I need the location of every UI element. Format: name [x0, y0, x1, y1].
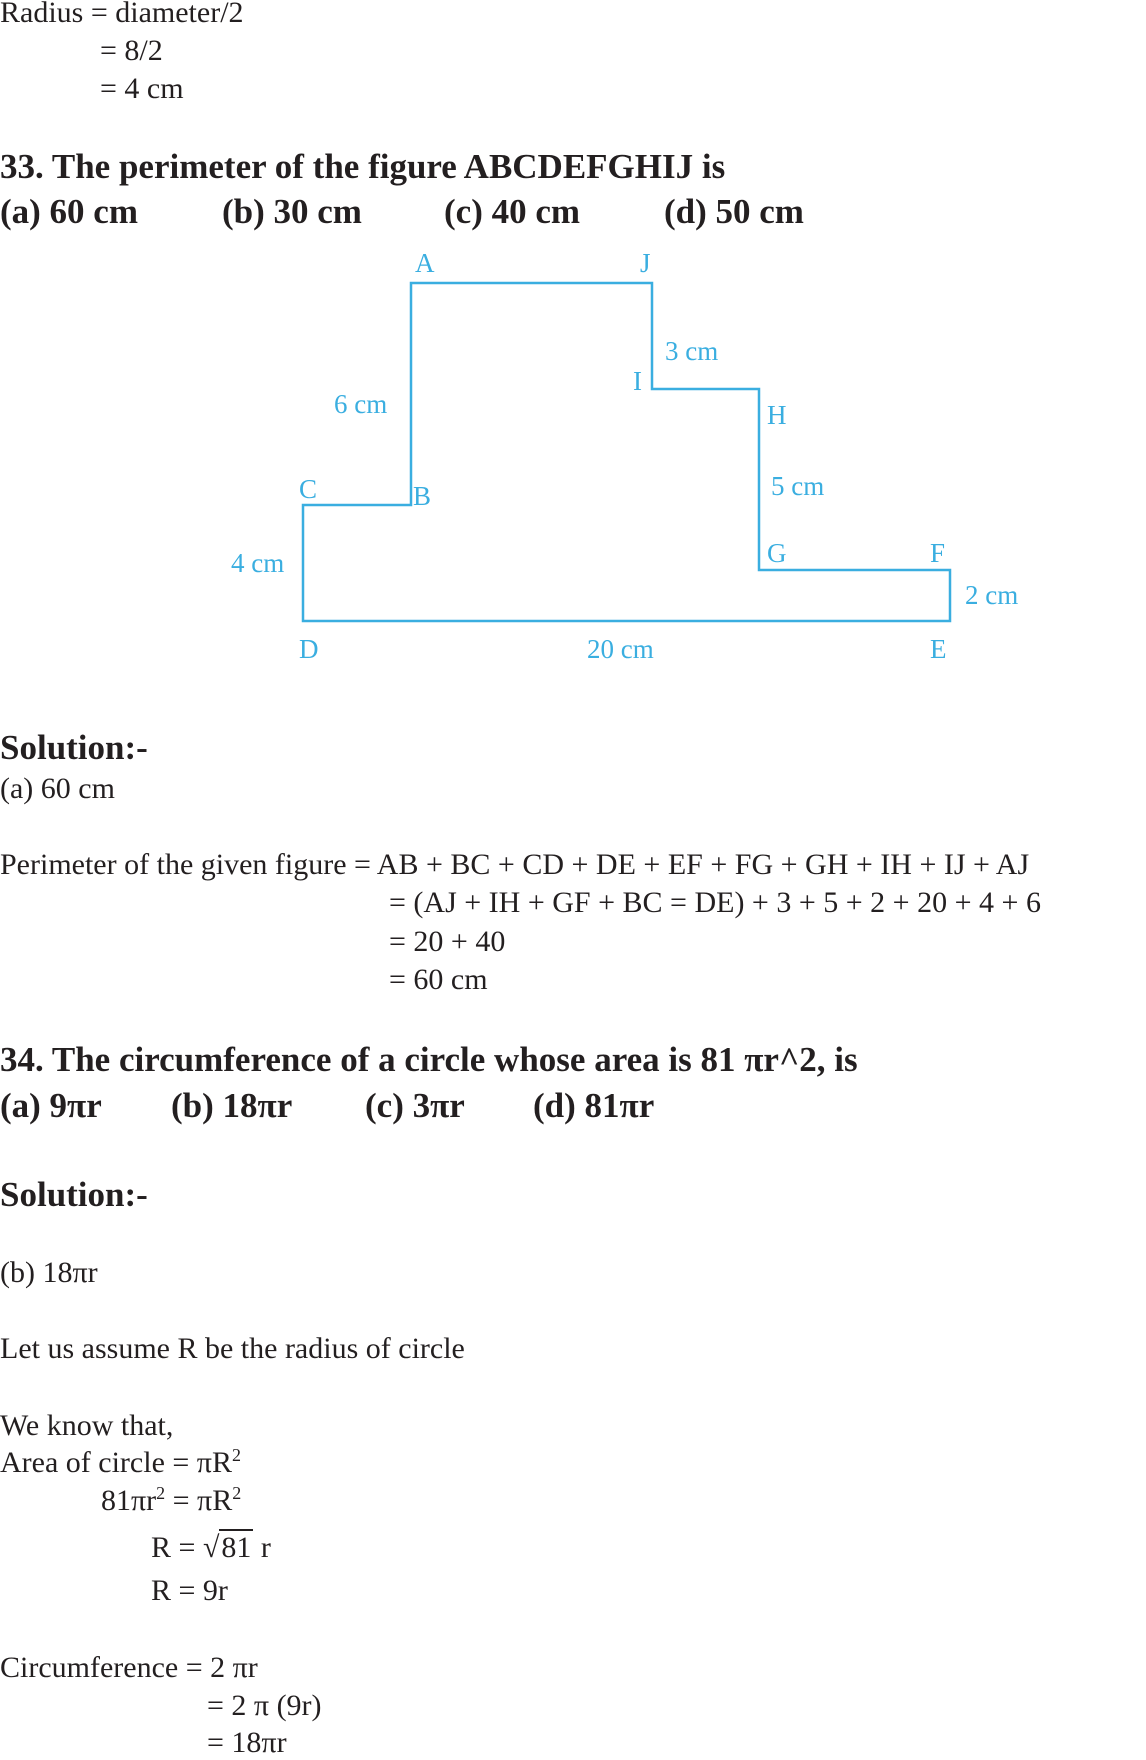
- q34-option-c: (c) 3πr: [365, 1086, 465, 1125]
- q34-solution-heading: Solution:-: [0, 1175, 148, 1214]
- q34-step3: R = 9r: [151, 1574, 228, 1607]
- q33-question: 33. The perimeter of the figure ABCDEFGHIJ is: [0, 147, 726, 186]
- length-ef: 2 cm: [965, 580, 1019, 610]
- q33-answer: (a) 60 cm: [0, 772, 115, 805]
- q34-answer: (b) 18πr: [0, 1256, 98, 1289]
- exponent: 2: [156, 1483, 166, 1503]
- length-ab: 6 cm: [334, 389, 388, 419]
- length-de: 20 cm: [587, 634, 654, 664]
- sqrt-radicand: 81: [221, 1531, 252, 1564]
- vertex-b: B: [413, 481, 432, 511]
- sqrt-sign-icon: √: [202, 1531, 220, 1564]
- vertex-e: E: [930, 634, 947, 664]
- q33-working-2: = (AJ + IH + GF + BC = DE) + 3 + 5 + 2 + 20 + 4 + 6: [389, 886, 1041, 919]
- q34-area-formula: [0, 1446, 241, 1480]
- q34-circ-3: = 18πr: [207, 1726, 287, 1759]
- q33-solution-heading: Solution:-: [0, 728, 148, 767]
- q33-option-d: (d) 50 cm: [664, 192, 804, 231]
- q34-step2: [151, 1531, 271, 1565]
- radius-line: Radius = diameter/2: [0, 0, 244, 29]
- perimeter-figure: [0, 0, 1146, 700]
- figure-outline: [303, 283, 950, 621]
- vertex-g: G: [767, 538, 787, 568]
- vertex-j: J: [640, 248, 651, 278]
- q34-step1: [101, 1484, 241, 1518]
- q33-working-4: = 60 cm: [389, 963, 488, 996]
- vertex-d: D: [299, 634, 319, 664]
- vertex-f: F: [930, 538, 946, 568]
- step2-pre: R =: [151, 1531, 203, 1564]
- q33-option-a: (a) 60 cm: [0, 192, 139, 231]
- vertex-i: I: [633, 366, 642, 396]
- length-cd: 4 cm: [231, 548, 285, 578]
- q33-working-1: Perimeter of the given figure = AB + BC + CD + DE + EF + FG + GH + IH + IJ + AJ: [0, 848, 1030, 881]
- radius-step-1: = 8/2: [100, 34, 163, 67]
- q34-option-d: (d) 81πr: [533, 1086, 655, 1125]
- step2-post: r: [253, 1531, 271, 1564]
- q34-assume: Let us assume R be the radius of circle: [0, 1332, 465, 1365]
- step1-lhs: 81πr: [101, 1484, 157, 1517]
- q34-know: We know that,: [0, 1409, 174, 1442]
- q34-option-b: (b) 18πr: [171, 1086, 293, 1125]
- length-ij: 3 cm: [665, 336, 719, 366]
- q34-option-a: (a) 9πr: [0, 1086, 102, 1125]
- q34-circ-2: = 2 π (9r): [207, 1689, 322, 1722]
- q33-option-b: (b) 30 cm: [222, 192, 362, 231]
- vertex-h: H: [767, 400, 787, 430]
- length-gh: 5 cm: [771, 471, 825, 501]
- q34-circ-1: Circumference = 2 πr: [0, 1651, 258, 1684]
- vertex-c: C: [299, 474, 318, 504]
- exponent: 2: [231, 1445, 241, 1465]
- step1-mid: = πR: [165, 1484, 233, 1517]
- area-lhs: Area of circle = πR: [0, 1446, 232, 1479]
- radius-step-2: = 4 cm: [100, 72, 184, 105]
- vertex-a: A: [415, 248, 435, 278]
- exponent: 2: [232, 1483, 242, 1503]
- q33-option-c: (c) 40 cm: [444, 192, 581, 231]
- q34-question: 34. The circumference of a circle whose area is 81 πr^2, is: [0, 1040, 858, 1079]
- q33-working-3: = 20 + 40: [389, 925, 506, 958]
